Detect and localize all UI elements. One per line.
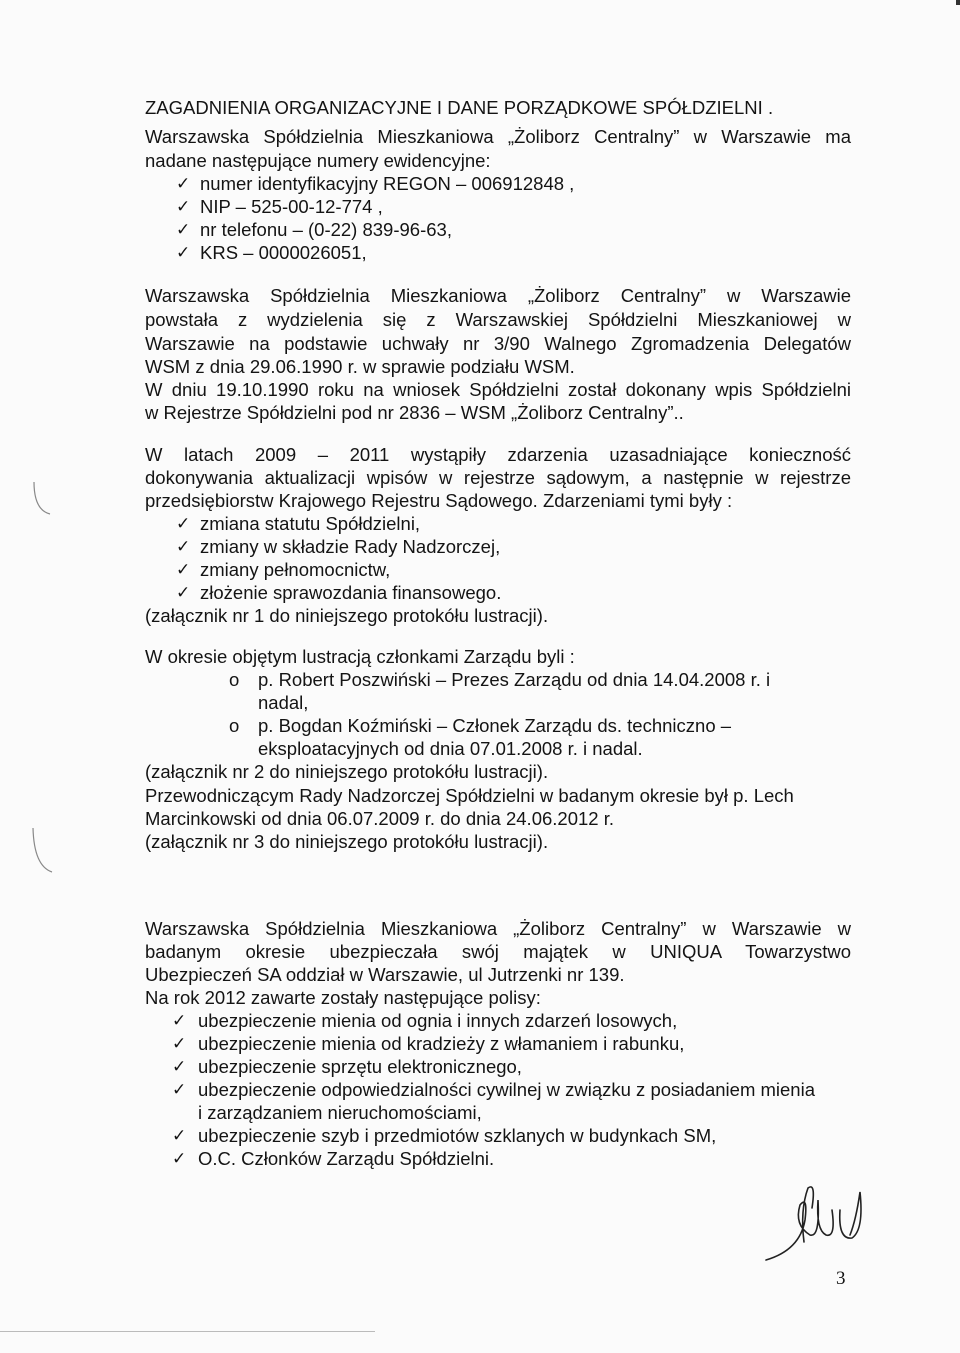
handwritten-signature-icon [760,1180,890,1270]
list-item: nr telefonu – (0-22) 839-96-63, [200,219,452,240]
scan-corner-mark [956,0,960,5]
page-number: 3 [836,1268,846,1289]
list-item: ubezpieczenie odpowiedzialności cywilnej w związku z posiadaniem mienia [198,1079,815,1100]
list-item: ubezpieczenie szyb i przedmiotów szklanych w budynkach SM, [198,1125,717,1146]
paragraph-line: Warszawska Spółdzielnia Mieszkaniowa „Żoliborz Centralny” w Warszawie w [145,918,851,939]
list-item: numer identyfikacyjny REGON – 006912848 , [200,173,575,194]
checkmark-icon: ✓ [176,560,191,579]
checkmark-icon: ✓ [176,197,191,216]
paragraph-line: W okresie objętym lustracją członkami Zarządu byli : [145,646,575,667]
checkmark-icon: ✓ [172,1149,187,1168]
list-item: złożenie sprawozdania finansowego. [200,582,502,603]
checkmark-icon: ✓ [176,174,191,193]
checkmark-icon: ✓ [172,1126,187,1145]
paragraph-line: Na rok 2012 zawarte zostały następujące polisy: [145,987,541,1008]
checkmark-icon: ✓ [176,243,191,262]
checkmark-icon: ✓ [172,1080,187,1099]
paragraph-line: W dniu 19.10.1990 roku na wniosek Spółdzielni został dokonany wpis Spółdzielni [145,379,851,400]
paragraph-line: Przewodniczącym Rady Nadzorczej Spółdzielni w badanym okresie był p. Lech [145,785,794,806]
list-item: zmiany pełnomocnictw, [200,559,391,580]
circle-bullet-icon: o [229,715,240,736]
footer-rule [0,1331,375,1332]
list-item: p. Bogdan Koźmiński – Członek Zarządu ds. techniczno – [258,715,732,736]
paragraph-line: nadane następujące numery ewidencyjne: [145,150,491,171]
list-item: ubezpieczenie sprzętu elektronicznego, [198,1056,522,1077]
list-item: zmiana statutu Spółdzielni, [200,513,421,534]
paragraph-line: W latach 2009 – 2011 wystąpiły zdarzenia uzasadniające konieczność [145,444,851,465]
paragraph-line: badanym okresie ubezpieczała swój majątek w UNIQUA Towarzystwo [145,941,851,962]
annex-note: (załącznik nr 2 do niniejszego protokółu lustracji). [145,761,549,782]
paragraph-line: w Rejestrze Spółdzielni pod nr 2836 – WSM „Żoliborz Centralny”.. [145,402,684,423]
checkmark-icon: ✓ [176,583,191,602]
list-item: zmiany w składzie Rady Nadzorczej, [200,536,501,557]
paragraph-line: Marcinkowski od dnia 06.07.2009 r. do dnia 24.06.2012 r. [145,808,614,829]
list-item: p. Robert Poszwiński – Prezes Zarządu od dnia 14.04.2008 r. i [258,669,771,690]
paragraph-line: Ubezpieczeń SA oddział w Warszawie, ul Jutrzenki nr 139. [145,964,625,985]
checkmark-icon: ✓ [172,1057,187,1076]
paragraph-line: WSM z dnia 29.06.1990 r. w sprawie podziału WSM. [145,356,575,377]
checkmark-icon: ✓ [176,220,191,239]
paragraph-line: Warszawie na podstawie uchwały nr 3/90 Walnego Zgromadzenia Delegatów [145,333,851,354]
list-item: NIP – 525-00-12-774 , [200,196,383,217]
checkmark-icon: ✓ [172,1034,187,1053]
list-item: O.C. Członków Zarządu Spółdzielni. [198,1148,495,1169]
paragraph-line: Warszawska Spółdzielnia Mieszkaniowa „Żoliborz Centralny” w Warszawie [145,285,851,306]
list-item-continuation: nadal, [258,692,309,713]
checkmark-icon: ✓ [172,1011,187,1030]
paragraph-line: przedsiębiorstw Krajowego Rejestru Sądowego. Zdarzeniami tymi były : [145,490,733,511]
list-item: ubezpieczenie mienia od ognia i innych zdarzeń losowych, [198,1010,678,1031]
circle-bullet-icon: o [229,669,240,690]
checkmark-icon: ✓ [176,537,191,556]
paragraph-line: Warszawska Spółdzielnia Mieszkaniowa „Żoliborz Centralny” w Warszawie ma [145,126,851,147]
section-heading: ZAGADNIENIA ORGANIZACYJNE I DANE PORZĄDKOWE SPÓŁDZIELNI . [145,97,774,118]
margin-mark-icon [30,480,54,520]
annex-note: (załącznik nr 1 do niniejszego protokółu lustracji). [145,605,549,626]
paragraph-line: dokonywania aktualizacji wpisów w rejestrze sądowym, a następnie w rejestrze [145,467,851,488]
list-item-continuation: eksploatacyjnych od dnia 07.01.2008 r. i nadal. [258,738,643,759]
list-item-continuation: i zarządzaniem nieruchomościami, [198,1102,482,1123]
list-item: ubezpieczenie mienia od kradzieży z włamaniem i rabunku, [198,1033,685,1054]
annex-note: (załącznik nr 3 do niniejszego protokółu lustracji). [145,831,549,852]
paragraph-line: powstała z wydzielenia się z Warszawskiej Spółdzielni Mieszkaniowej w [145,309,851,330]
list-item: KRS – 0000026051, [200,242,367,263]
margin-mark-icon [30,826,56,876]
checkmark-icon: ✓ [176,514,191,533]
